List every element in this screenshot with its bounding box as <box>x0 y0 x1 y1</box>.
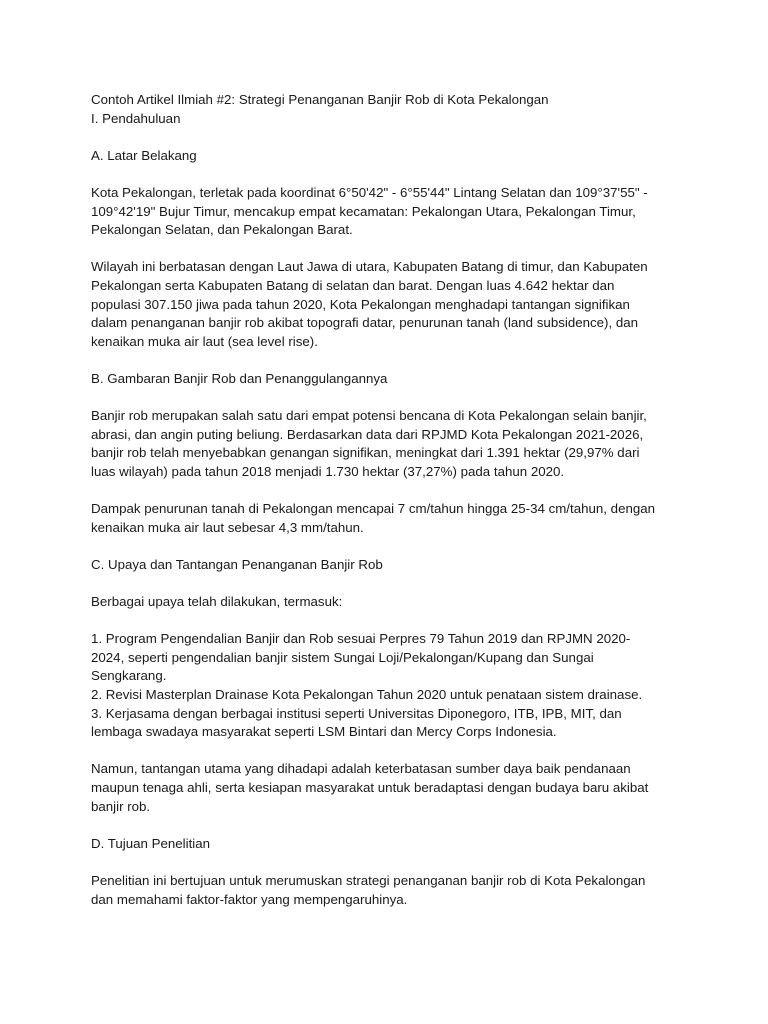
subsection-heading-d: D. Tujuan Penelitian <box>91 835 211 851</box>
list-item: 2. Revisi Masterplan Drainase Kota Pekalongan Tahun 2020 untuk penataan sistem drainase. <box>91 687 643 702</box>
subsection-heading-c: C. Upaya dan Tantangan Penanganan Banjir Rob <box>91 556 383 572</box>
subsection-heading-b: B. Gambaran Banjir Rob dan Penanggulangannya <box>91 370 388 386</box>
paragraph-b1: Banjir rob merupakan salah satu dari empat potensi bencana di Kota Pekalongan selain banjir, abrasi, dan angin puting beliung. Berdasarkan data dari RPJMD Kota Pekalongan 2021-2026, banjir rob telah menyebabkan genangan signifikan, meningkat dari 1.391 hektar (29,97% dari luas wilayah) pada tahun 2018 menjadi 1.730 hektar (37,27%) pada tahun 2020. <box>91 408 647 479</box>
subsection-heading-a: A. Latar Belakang <box>91 147 197 163</box>
document-body <box>91 91 691 928</box>
paragraph-a1: Kota Pekalongan, terletak pada koordinat 6°50'42" - 6°55'44" Lintang Selatan dan 109°37'55" - 109°42'19" Bujur Timur, mencakup empat kecamatan: Pekalongan Utara, Pekalongan Timur, Pekalongan Selatan, dan Pekalongan Barat. <box>91 184 648 238</box>
paragraph-b2: Dampak penurunan tanah di Pekalongan mencapai 7 cm/tahun hingga 25-34 cm/tahun, dengan kenaikan muka air laut sebesar 4,3 mm/tahun. <box>91 501 656 535</box>
document-title: Contoh Artikel Ilmiah #2: Strategi Penanganan Banjir Rob di Kota Pekalongan <box>91 92 549 107</box>
paragraph-a2: Wilayah ini berbatasan dengan Laut Jawa di utara, Kabupaten Batang di timur, dan Kabupaten Pekalongan serta Kabupaten Batang di selatan dan barat. Dengan luas 4.642 hektar dan populasi 307.150 jiwa pada tahun 2020, Kota Pekalongan menghadapi tantangan signifikan dalam penanganan banjir rob akibat topografi datar, penurunan tanah (land subsidence), dan kenaikan muka air laut (sea level rise). <box>91 259 648 349</box>
list-item: 1. Program Pengendalian Banjir dan Rob sesuai Perpres 79 Tahun 2019 dan RPJMN 2020- 2024, seperti pengendalian banjir sistem Sungai Loji/Pekalongan/Kupang dan Sungai Sengkarang. <box>91 631 631 684</box>
list-item: 3. Kerjasama dengan berbagai institusi seperti Universitas Diponegoro, ITB, IPB, MIT, dan lembaga swadaya masyarakat seperti LSM Bintari dan Mercy Corps Indonesia. <box>91 705 622 740</box>
paragraph-d1: Penelitian ini bertujuan untuk merumuskan strategi penanganan banjir rob di Kota Pekalongan dan memahami faktor-faktor yang mempengaruhinya. <box>91 872 646 907</box>
paragraph-c-closing: Namun, tantangan utama yang dihadapi adalah keterbatasan sumber daya baik pendanaan maupun tenaga ahli, serta kesiapan masyarakat untuk beradaptasi dengan budaya baru akibat banjir rob. <box>91 761 649 814</box>
paragraph-c-intro: Berbagai upaya telah dilakukan, termasuk: <box>91 594 343 610</box>
section-heading: I. Pendahuluan <box>91 110 181 126</box>
